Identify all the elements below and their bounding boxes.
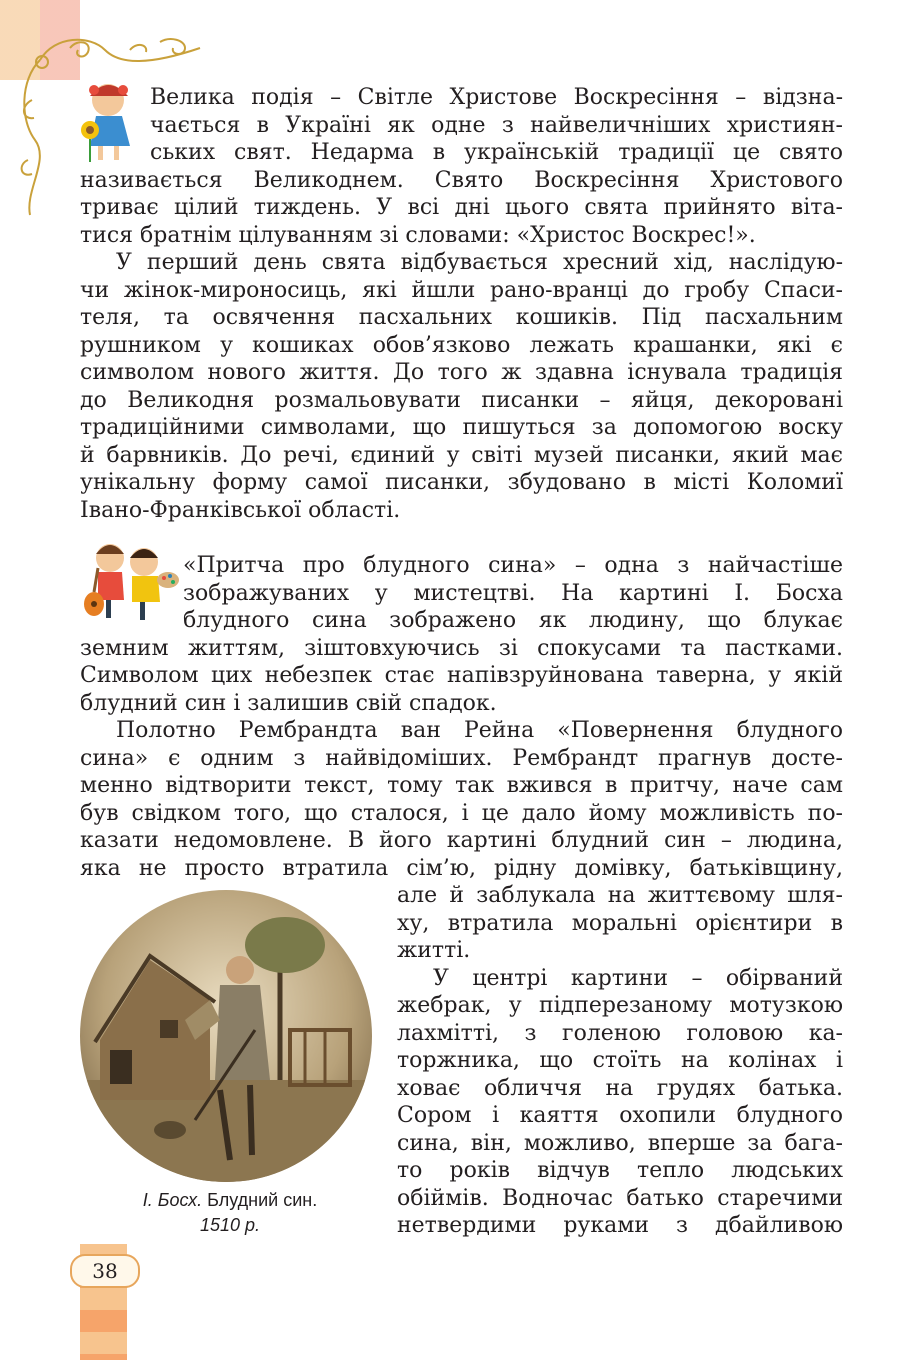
text-line: яка не просто втратила сім’ю, рідну домівку, батьківщину, xyxy=(80,855,843,881)
text-line: У центрі картини – обірваний xyxy=(433,965,843,991)
text-line: лахмітті, з голеною головою ка- xyxy=(397,1020,843,1046)
text-line: сина, він, можливо, вперше за бага- xyxy=(397,1130,843,1156)
paragraph-rembrandt-cont xyxy=(397,882,843,965)
text-line: тися братнім цілуванням зі словами: «Христос Воскрес!». xyxy=(80,222,756,248)
text-line: ховає обличчя на грудях батька. xyxy=(397,1075,843,1101)
text-line: зображуваних у мистецтві. На картині І. Босха xyxy=(183,580,843,606)
caption-year: 1510 р. xyxy=(199,1215,261,1235)
text-line: то років відчув тепло людських xyxy=(397,1158,843,1183)
text-line: був свідком того, що сталося, і це дало йому можливість по- xyxy=(80,800,843,826)
paragraph-rembrandt xyxy=(80,717,843,882)
text-line: чи жінок-мироносиць, які йшли рано-вранці до гробу Спаси- xyxy=(80,277,843,303)
text-line: Велика подія – Світле Христове Воскресіння – відзна- xyxy=(150,85,843,110)
kids-sunflower-icon xyxy=(78,78,148,164)
text-line: «Притча про блудного сина» – одна з найчастіше xyxy=(183,553,843,578)
text-line: ху, втратила моральні орієнтири в xyxy=(397,910,843,936)
text-line: блудного сина зображено як людину, що блукає xyxy=(183,608,843,633)
paragraph-parable-bosch-cont xyxy=(80,635,843,718)
text-line: чається в Україні як одне з найвеличніших християн- xyxy=(150,112,843,138)
paragraph-easter-intro-cont xyxy=(80,167,843,250)
bosch-prodigal-son-painting xyxy=(80,890,372,1182)
text-line: ських свят. Недарма в українській традиції це свято xyxy=(150,140,843,165)
paragraph-easter-traditions xyxy=(80,249,843,524)
text-line: теля, та освячення пасхальних кошиків. Під пасхальним xyxy=(80,305,843,330)
text-line: рушником у кошиках обов’язково лежать крашанки, які є xyxy=(80,332,843,358)
paragraph-parable-bosch xyxy=(183,552,843,635)
text-line: унікальну форму самої писанки, збудовано в місті Коломиї xyxy=(80,470,843,495)
text-line: нетвердими руками з дбайливою xyxy=(397,1213,843,1238)
text-line: Полотно Рембрандта ван Рейна «Повернення блудного xyxy=(116,718,843,743)
paragraph-painting-center xyxy=(397,965,843,1240)
text-line: жебрак, у підперезаному мотузкою xyxy=(397,993,843,1018)
text-line: сина» є одним з найвідоміших. Рембрандт прагнув досте- xyxy=(80,745,843,771)
text-line: але й заблукала на життєвому шля- xyxy=(397,883,843,908)
text-line: Івано-Франківської області. xyxy=(80,497,401,523)
text-line: й барвників. До речі, єдиний у світі музей писанки, який має xyxy=(80,442,843,468)
paragraph-easter-intro xyxy=(150,84,843,167)
text-line: Сором і каяття охопили блудного xyxy=(397,1103,843,1128)
text-line: блудний син і залишив свій спадок. xyxy=(80,690,497,716)
text-line: казати недомовлене. В його картині блудний син – людина, xyxy=(80,828,843,853)
page-number: 38 xyxy=(70,1254,140,1288)
text-line: У перший день свята відбувається хресний хід, наслідую- xyxy=(116,250,843,275)
caption-title: Блудний син. xyxy=(207,1190,318,1210)
text-line: менно відтворити текст, тому так вжився в притчу, наче сам xyxy=(80,773,843,798)
text-line: до Великодня розмальовувати писанки – яйця, декоровані xyxy=(80,387,843,413)
kids-guitar-palette-icon xyxy=(78,538,180,622)
text-line: триває цілий тиждень. У всі дні цього свята прийнято віта- xyxy=(80,195,843,220)
painting-caption xyxy=(80,1188,380,1238)
text-line: символом нового життя. До того ж здавна існувала традиція xyxy=(80,360,843,385)
text-line: торжника, що стоїть на колінах і xyxy=(397,1048,843,1073)
text-line: обіймів. Водночас батько старечими xyxy=(397,1185,843,1211)
caption-author: І. Босх. xyxy=(142,1190,203,1210)
text-line: називається Великоднем. Свято Воскресіння Христового xyxy=(80,167,843,193)
text-line: Символом цих небезпек стає напівзруйнована таверна, у якій xyxy=(80,663,843,688)
text-line: земним життям, зіштовхуючись зі спокусами та пастками. xyxy=(80,635,843,661)
text-line: традиційними символами, що пишуться за допомогою воску xyxy=(80,415,843,440)
text-line: житті. xyxy=(397,938,471,963)
